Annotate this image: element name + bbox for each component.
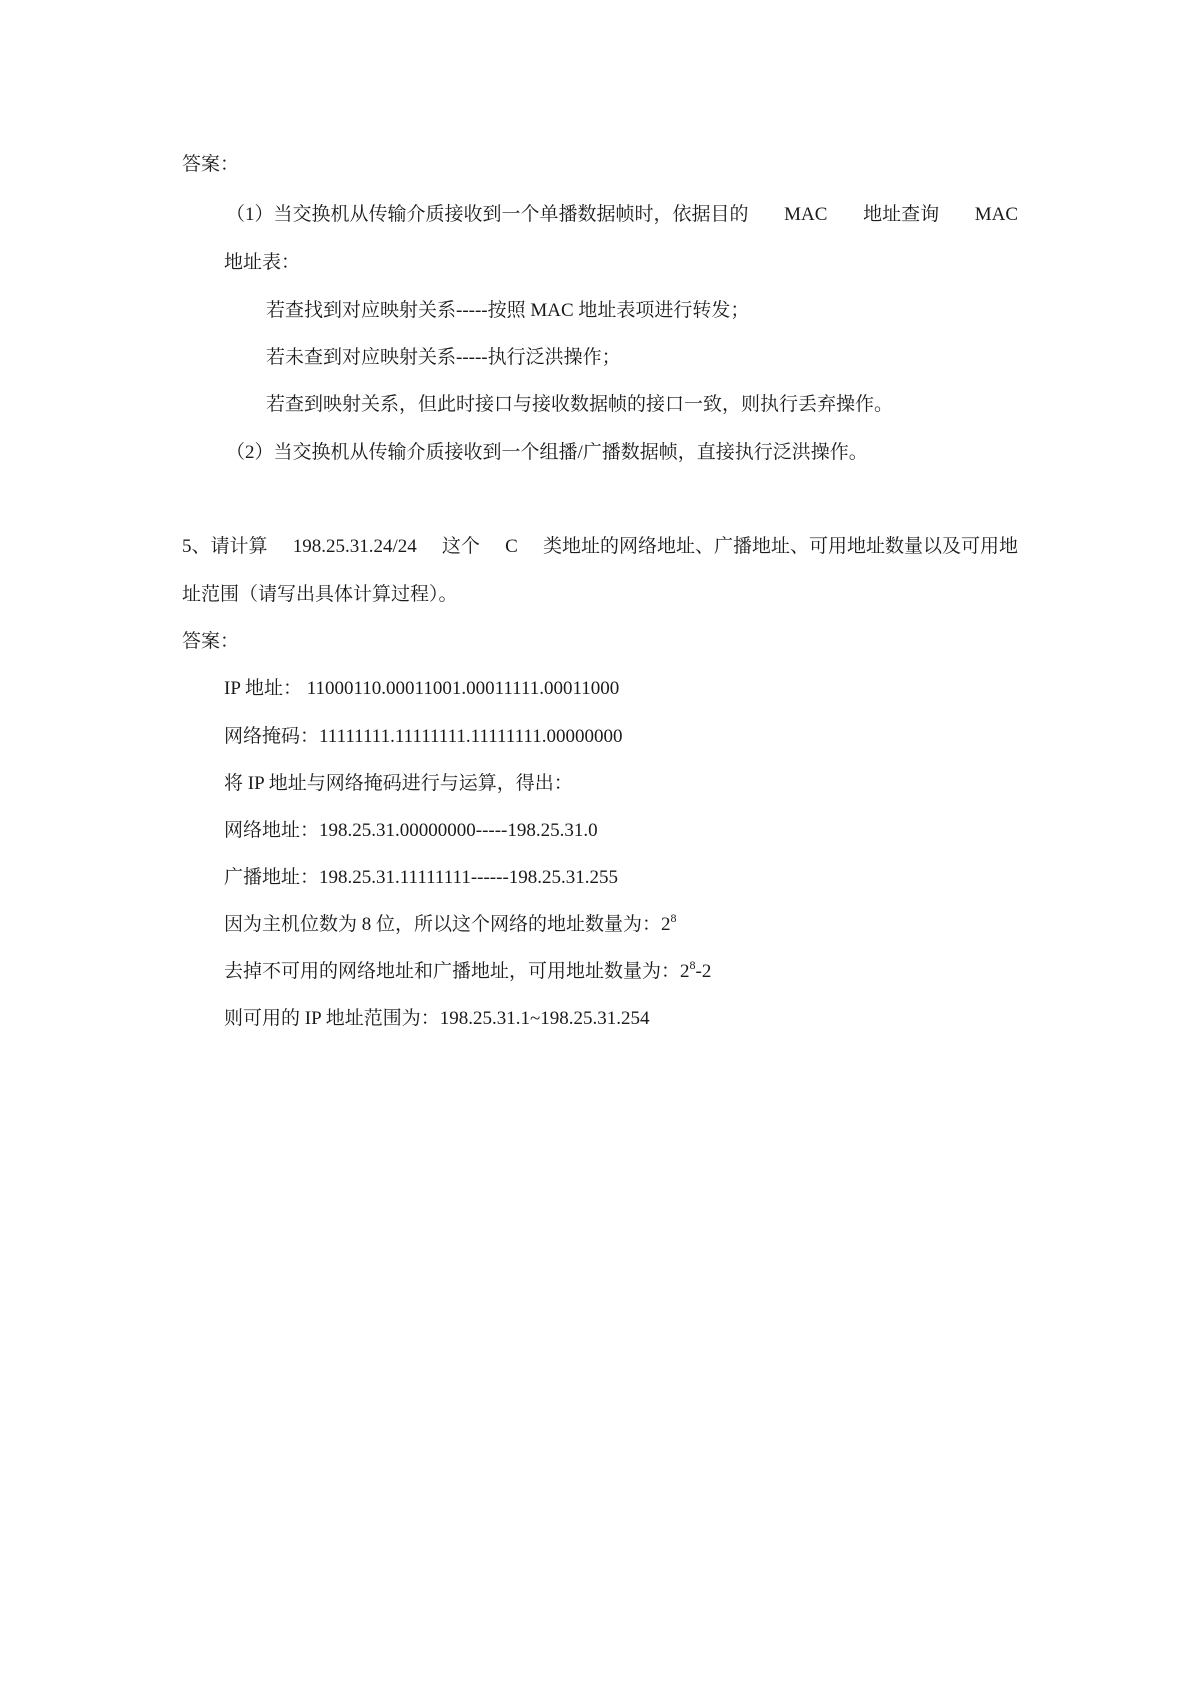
answer-label: 答案： bbox=[182, 154, 240, 175]
question-5-line-1: 5、请计算 198.25.31.24/24 这个 C 类地址的网络地址、广播地址、可用地址数量以及可用地 bbox=[182, 536, 1018, 557]
answer-item-1-line-2: 地址表： bbox=[224, 252, 301, 273]
exponent: 8 bbox=[670, 911, 677, 925]
address-count: 因为主机位数为 8 位，所以这个网络的地址数量为：$2^8$ bbox=[224, 911, 677, 935]
case-found: 若查找到对应映射关系-----按照 MAC 地址表项进行转发； bbox=[266, 300, 750, 321]
exponent: 8 bbox=[689, 958, 696, 972]
usable-address-count: 去掉不可用的网络地址和广播地址，可用地址数量为：$2^8-2$ bbox=[224, 958, 712, 982]
network-address: 网络地址：198.25.31.00000000-----198.25.31.0 bbox=[224, 820, 598, 841]
answer-item-2: （2）当交换机从传输介质接收到一个组播/广播数据帧，直接执行泛洪操作。 bbox=[226, 442, 868, 463]
and-operation: 将 IP 地址与网络掩码进行与运算，得出： bbox=[224, 773, 573, 794]
netmask-binary: 网络掩码：11111111.11111111.11111111.00000000 bbox=[224, 726, 623, 747]
answer-label: 答案： bbox=[182, 631, 240, 652]
ip-address-binary: IP 地址： 11000110.00011001.00011111.00011000 bbox=[224, 678, 620, 699]
answer-item-1-line-1: （1）当交换机从传输介质接收到一个单播数据帧时，依据目的 MAC 地址查询 MAC bbox=[226, 204, 1018, 225]
case-not-found: 若未查到对应映射关系-----执行泛洪操作； bbox=[266, 347, 621, 368]
case-same-port: 若查到映射关系，但此时接口与接收数据帧的接口一致，则执行丢弃操作。 bbox=[266, 394, 894, 415]
usable-range: 则可用的 IP 地址范围为：198.25.31.1~198.25.31.254 bbox=[224, 1008, 650, 1029]
broadcast-address: 广播地址：198.25.31.11111111------198.25.31.255 bbox=[224, 867, 619, 888]
question-5-line-2: 址范围（请写出具体计算过程）。 bbox=[182, 584, 458, 605]
